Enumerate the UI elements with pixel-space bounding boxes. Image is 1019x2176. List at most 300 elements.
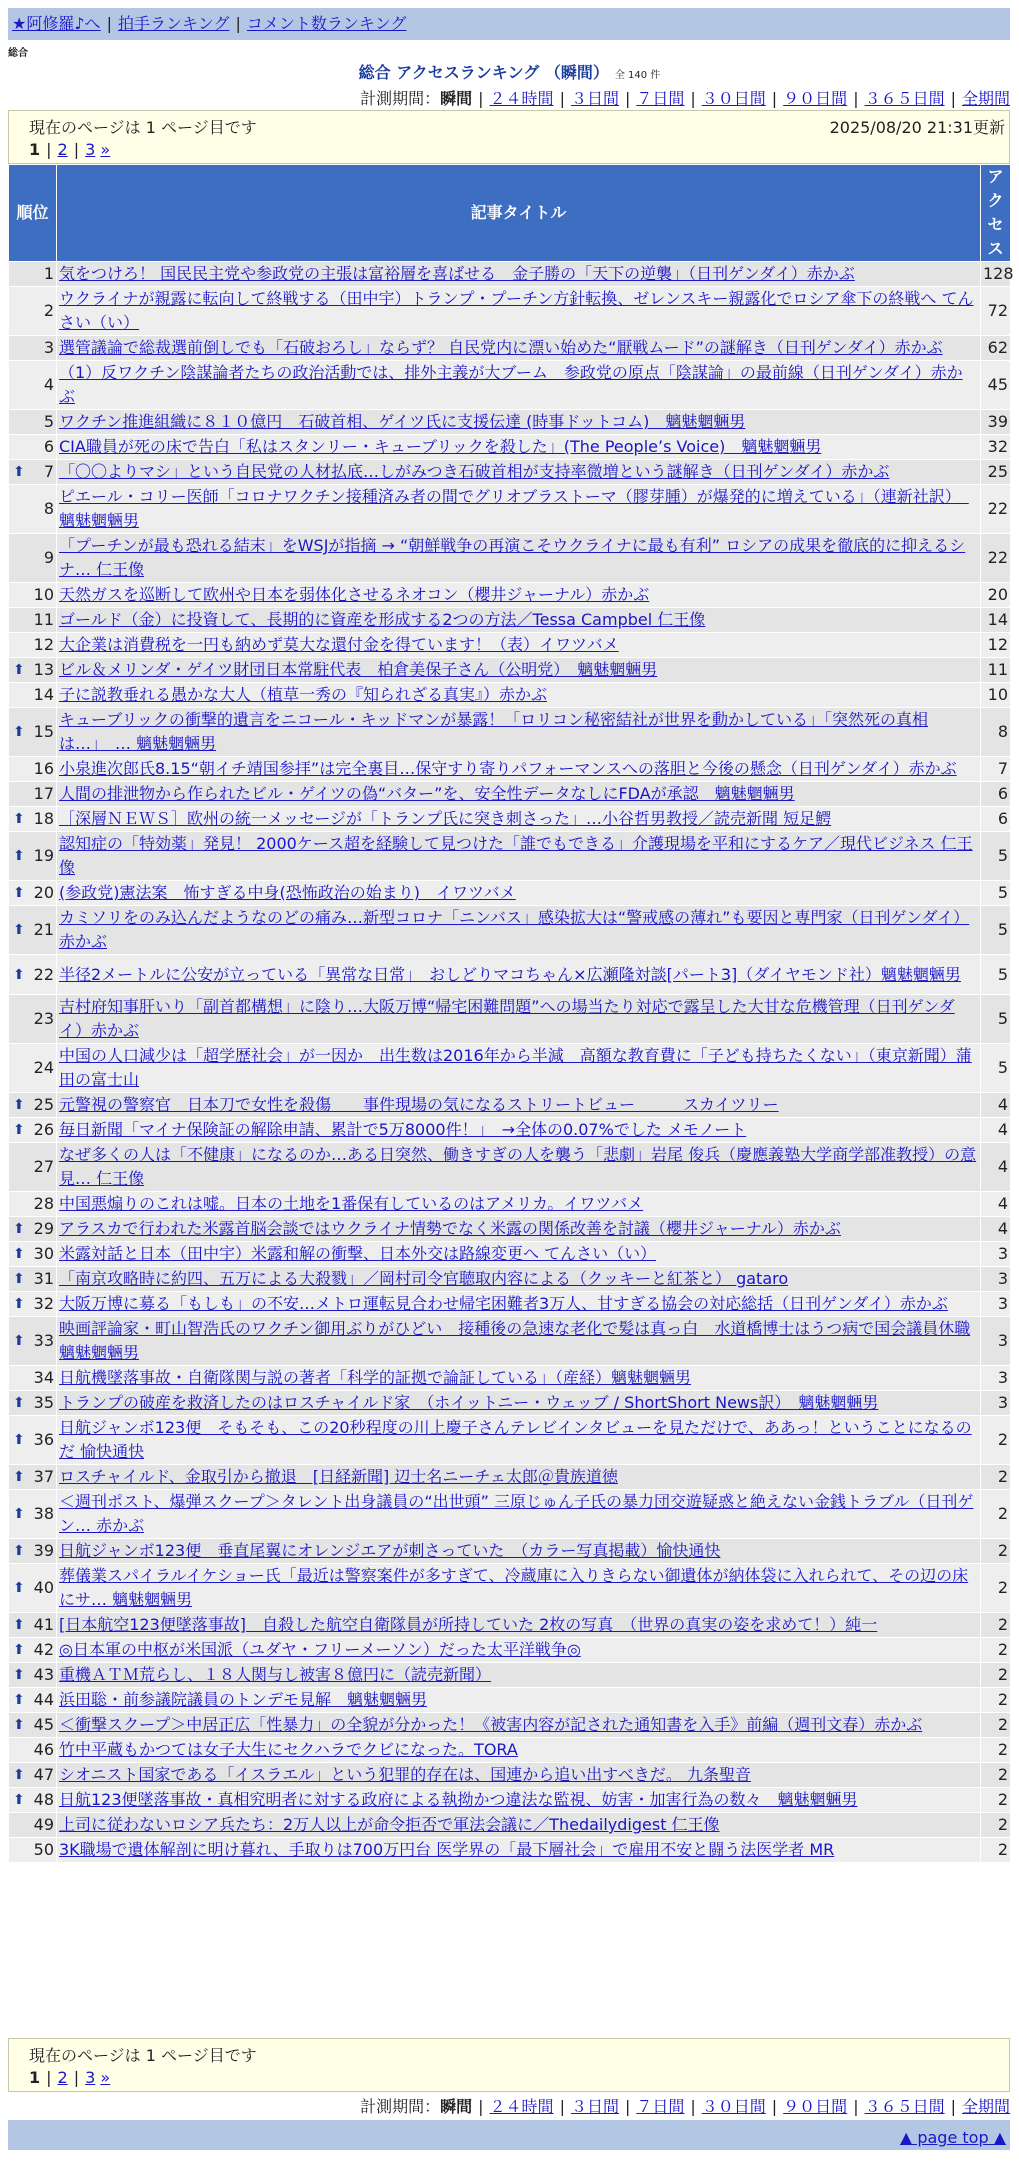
rank-number: 24 (33, 1058, 54, 1077)
title-cell (57, 881, 981, 906)
access-count: 3 (981, 1391, 1011, 1416)
table-row (9, 583, 1011, 608)
article-title-link[interactable]: 竹中平蔵もかつては女子大生にセクハラでクビになった。TORA (59, 1740, 518, 1759)
article-title-link[interactable]: 中国の人口減少は「超学歴社会」が一因か 出生数は2016年から半減 高額な教育費に「子ども持ちたくない」（東京新聞）蒲田の富士山 (59, 1046, 972, 1089)
table-row (9, 807, 1011, 832)
title-cell (57, 708, 981, 757)
table-row (9, 782, 1011, 807)
table-row (9, 410, 1011, 435)
title-cell (57, 1788, 981, 1813)
rank-cell (9, 1242, 57, 1267)
table-row (9, 1416, 1011, 1465)
table-row (9, 1366, 1011, 1391)
table-row (9, 633, 1011, 658)
rank-up-arrow-icon: ⬆ (13, 811, 25, 827)
pager (29, 2068, 110, 2087)
rank-up-arrow-icon: ⬆ (13, 1122, 25, 1138)
table-row (9, 832, 1011, 881)
rank-number: 44 (33, 1690, 54, 1709)
title-cell (57, 410, 981, 435)
table-row (9, 1490, 1011, 1539)
period-link[interactable]: ７日間 (636, 2097, 685, 2116)
article-title-link[interactable]: 毎日新聞「マイナ保険証の解除申請、累計で5万8000件！」 →全体の0.07%でした メモノート (59, 1120, 747, 1139)
article-title-link[interactable]: ピエール・コリー医師「コロナワクチン接種済み者の間でグリオブラストーマ（膠芽腫）が爆発的に増えている」（連新社訳） 魑魅魍魎男 (59, 487, 969, 530)
access-count: 2 (981, 1564, 1011, 1613)
access-count: 25 (981, 460, 1011, 485)
page-info-bottom (8, 2038, 1010, 2092)
rank-cell (9, 435, 57, 460)
article-title-link[interactable]: 半径2メートルに公安が立っている「異常な日常」 おしどりマコちゃん×広瀬隆対談[パート3]（ダイヤモンド社）魑魅魍魎男 (59, 964, 961, 984)
article-title-link[interactable]: アラスカで行われた米露首脳会談ではウクライナ情勢でなく米露の関係改善を討議（櫻井ジャーナル）赤かぶ (59, 1219, 841, 1238)
article-title-link[interactable]: 大阪万博に募る「もしも」の不安…メトロ運転見合わせ帰宅困難者3万人、甘すぎる協会の対応総括（日刊ゲンダイ）赤かぶ (59, 1294, 948, 1313)
rank-up-arrow-icon: ⬆ (13, 1221, 25, 1237)
table-row (9, 1838, 1011, 1863)
rank-up-arrow-icon: ⬆ (13, 966, 25, 983)
title-cell (57, 336, 981, 361)
article-title-link[interactable]: 「南京攻略時に約四、五万による大殺戮」／岡村司令官聴取内容による（クッキーと紅茶と） gataro (59, 1269, 789, 1288)
title-cell (57, 995, 981, 1044)
access-count: 4 (981, 1118, 1011, 1143)
rank-up-arrow-icon: ⬆ (13, 1543, 25, 1559)
access-count: 3 (981, 1317, 1011, 1366)
article-title-link[interactable]: 大企業は消費税を一円も納めず莫大な還付金を得ています！（表）イワツバメ (59, 635, 619, 654)
rank-number: 41 (33, 1615, 54, 1634)
access-count: 4 (981, 1192, 1011, 1217)
access-count: 2 (981, 1613, 1011, 1638)
table-row (9, 608, 1011, 633)
page-top-link[interactable]: ▲ page top ▲ (899, 2128, 1006, 2147)
title-cell (57, 534, 981, 583)
rank-number: 3 (43, 338, 54, 357)
pager-link[interactable]: 2 (57, 2068, 68, 2087)
ranking-table-body (9, 262, 1014, 1863)
article-title-link[interactable]: 重機ＡＴＭ荒らし、１８人関与し被害８億円に（読売新聞） (59, 1665, 492, 1684)
rank-cell (9, 1688, 57, 1713)
article-title-link[interactable]: 葬儀業スパイラルイケショー氏「最近は警察案件が多すぎて、冷蔵庫に入りきらない御遺体が納体袋に入れられて、その辺の床にサ… 魑魅魍魎男 (59, 1566, 969, 1609)
table-row (9, 336, 1011, 361)
page-title: 総合 アクセスランキング （瞬間） (358, 63, 609, 82)
rank-up-arrow-icon: ⬆ (13, 1792, 25, 1808)
article-title-link[interactable]: なぜ多くの人は「不健康」になるのか…ある日突然、働きすぎの人を襲う「悲劇」岩尾 俊兵（慶應義塾大学商学部准教授）の意見… 仁王像 (59, 1145, 977, 1188)
title-cell (57, 1242, 981, 1267)
home-link[interactable]: ★阿修羅♪へ (12, 14, 101, 33)
pager-next-link[interactable]: » (100, 140, 111, 159)
pager-link[interactable]: 3 (85, 2068, 96, 2087)
rank-cell (9, 1044, 57, 1093)
table-row (9, 757, 1011, 782)
title-cell (57, 361, 981, 410)
period-link[interactable]: ９０日間 (783, 89, 848, 108)
period-current: 瞬間 (440, 89, 473, 108)
rank-cell (9, 287, 57, 336)
table-row (9, 460, 1011, 485)
rank-up-arrow-icon: ⬆ (13, 1395, 25, 1411)
article-title-link[interactable]: ロスチャイルド、金取引から撤退 [日経新聞] 辺士名ニーチェ太郎＠貴族道徳 (59, 1467, 618, 1486)
title-cell (57, 435, 981, 460)
rank-number: 18 (33, 809, 54, 828)
ranking-table (8, 164, 1014, 1863)
rank-number: 30 (33, 1244, 54, 1263)
period-separator: | (950, 2097, 956, 2116)
title-cell (57, 832, 981, 881)
pager-current-page: 1 (29, 140, 41, 159)
period-link[interactable]: ３６５日間 (864, 89, 945, 108)
title-cell (57, 1713, 981, 1738)
article-title-link[interactable]: ウクライナが親露に転向して終戦する（田中宇）トランプ・プーチン方針転換、ゼレンスキー親露化でロシア傘下の終戦へ てんさい（い） (59, 289, 974, 332)
access-count: 6 (981, 782, 1011, 807)
table-row (9, 1663, 1011, 1688)
article-title-link[interactable]: 浜田聡・前参議院議員のトンデモ見解 魑魅魍魎男 (59, 1690, 428, 1709)
rank-up-arrow-icon: ⬆ (13, 662, 25, 678)
rank-cell (9, 361, 57, 410)
title-cell (57, 1267, 981, 1292)
rank-number: 9 (43, 548, 54, 567)
access-count: 2 (981, 1763, 1011, 1788)
rank-up-arrow-icon: ⬆ (13, 1469, 25, 1485)
article-title-link[interactable]: カミソリをのみ込んだようなのどの痛み…新型コロナ「ニンバス」感染拡大は“警戒感の薄れ”も要因と専門家（日刊ゲンダイ）赤かぶ (59, 908, 970, 951)
access-count: 2 (981, 1638, 1011, 1663)
title-cell (57, 1292, 981, 1317)
access-count: 2 (981, 1713, 1011, 1738)
access-count: 2 (981, 1416, 1011, 1465)
access-count: 7 (981, 757, 1011, 782)
access-count: 2 (981, 1688, 1011, 1713)
table-row (9, 955, 1011, 995)
rank-cell (9, 1788, 57, 1813)
title-cell (57, 658, 981, 683)
rank-number: 6 (43, 437, 54, 456)
table-row (9, 1763, 1011, 1788)
rank-number: 17 (33, 784, 54, 803)
period-link[interactable]: ７日間 (636, 89, 685, 108)
access-count: 5 (981, 1044, 1011, 1093)
rank-number: 23 (33, 1009, 54, 1028)
applause-ranking-link[interactable]: 拍手ランキング (117, 14, 230, 33)
table-row (9, 262, 1011, 287)
article-title-link[interactable]: 「〇〇よりマシ」という自民党の人材払底…しがみつき石破首相が支持率微増という謎解き（日刊ゲンダイ）赤かぶ (59, 462, 890, 481)
article-title-link[interactable]: 選管議論で総裁選前倒しでも「石破おろし」ならず？ 自民党内に漂い始めた“厭戦ムード”の謎解き（日刊ゲンダイ）赤かぶ (59, 338, 943, 357)
rank-number: 16 (33, 759, 54, 778)
period-separator: | (559, 2097, 565, 2116)
rank-up-arrow-icon: ⬆ (13, 1506, 25, 1522)
rank-up-arrow-icon: ⬆ (13, 1767, 25, 1783)
rank-up-arrow-icon: ⬆ (13, 1333, 25, 1349)
rank-cell (9, 1638, 57, 1663)
updated-timestamp: 2025/08/20 21:31更新 (829, 118, 1005, 137)
period-separator: | (559, 89, 565, 108)
rank-number: 13 (33, 660, 54, 679)
period-separator: | (771, 2097, 778, 2116)
title-cell (57, 782, 981, 807)
title-cell (57, 1317, 981, 1366)
rank-number: 4 (43, 375, 54, 394)
title-column-header: 記事タイトル (57, 165, 981, 262)
rank-cell (9, 1093, 57, 1118)
access-count: 8 (981, 708, 1011, 757)
nav-separator: | (235, 14, 241, 33)
rank-number: 36 (33, 1430, 54, 1449)
period-separator: | (478, 89, 484, 108)
rank-number: 14 (33, 685, 54, 704)
rank-number: 10 (33, 585, 54, 604)
table-row (9, 995, 1011, 1044)
rank-cell (9, 1366, 57, 1391)
title-cell (57, 485, 981, 534)
rank-number: 43 (33, 1665, 54, 1684)
rank-number: 29 (33, 1219, 54, 1238)
rank-number: 38 (33, 1504, 54, 1523)
rank-up-arrow-icon: ⬆ (13, 1271, 25, 1287)
rank-cell (9, 1465, 57, 1490)
article-title-link[interactable]: 米露対話と日本（田中宇）米露和解の衝撃、日本外交は路線変更へ てんさい（い） (59, 1244, 657, 1263)
pager-separator: | (73, 2068, 80, 2087)
table-row (9, 906, 1011, 955)
rank-cell (9, 608, 57, 633)
article-title-link[interactable]: 吉村府知事肝いり「副首都構想」に陰り…大阪万博“帰宅困難問題”への場当たり対応で露呈した大甘な危機管理（日刊ゲンダイ）赤かぶ (59, 997, 955, 1040)
table-row (9, 683, 1011, 708)
article-title-link[interactable]: 日航ジャンボ123便 そもそも、この20秒程度の川上慶子さんテレビインタビューを見ただけで、ああっ！ということになるのだ 愉快通快 (59, 1418, 972, 1461)
period-link[interactable]: 全期間 (961, 2097, 1010, 2116)
rank-cell (9, 807, 57, 832)
title-cell (57, 1613, 981, 1638)
access-count: 3 (981, 1366, 1011, 1391)
access-count: 2 (981, 1490, 1011, 1539)
title-cell (57, 608, 981, 633)
access-count: 4 (981, 1093, 1011, 1118)
rank-number: 19 (33, 846, 54, 865)
article-title-link[interactable]: 元警視の警察官 日本刀で女性を殺傷 事件現場の気になるストリートビュー スカイツリー (59, 1095, 779, 1114)
article-title-link[interactable]: シオニスト国家である「イスラエル」という犯罪的存在は、国連から追い出すべきだ。 九条聖音 (59, 1765, 751, 1784)
rank-number: 20 (33, 883, 54, 902)
page-title-line (0, 60, 1019, 83)
article-title-link[interactable]: ［深層ＮＥＷＳ］欧州の統一メッセージが「トランプ氏に突き刺さった」…小谷哲男教授／読売新聞 短足鰐 (59, 809, 832, 828)
rank-cell (9, 1143, 57, 1192)
rank-number: 47 (33, 1765, 54, 1784)
rank-up-arrow-icon: ⬆ (13, 1097, 25, 1113)
title-cell (57, 1044, 981, 1093)
table-row (9, 1813, 1011, 1838)
title-cell (57, 1663, 981, 1688)
rank-number: 25 (33, 1095, 54, 1114)
article-title-link[interactable]: (参政党)憲法案 怖すぎる中身(恐怖政治の始まり) イワツバメ (59, 883, 516, 902)
access-count: 2 (981, 1465, 1011, 1490)
title-cell (57, 287, 981, 336)
article-title-link[interactable]: 中国悪煽りのこれは嘘。日本の土地を1番保有しているのはアメリカ。イワツバメ (59, 1194, 644, 1213)
rank-cell (9, 1317, 57, 1366)
pager-link[interactable]: 2 (57, 140, 68, 159)
article-title-link[interactable]: CIA職員が死の床で告白「私はスタンリー・キューブリックを殺した」(The People’s Voice) 魑魅魍魎男 (59, 437, 822, 456)
title-cell (57, 1813, 981, 1838)
period-current: 瞬間 (440, 2097, 473, 2116)
title-cell (57, 262, 981, 287)
pager-separator: | (46, 140, 52, 159)
rank-cell (9, 460, 57, 485)
article-title-link[interactable]: 人間の排泄物から作られたビル・ゲイツの偽“バター”を、安全性データなしにFDAが承認 魑魅魍魎男 (59, 784, 795, 803)
table-row (9, 708, 1011, 757)
access-count: 3 (981, 1242, 1011, 1267)
rank-number: 33 (33, 1331, 54, 1350)
article-title-link[interactable]: トランプの破産を救済したのはロスチャイルド家 （ホイットニー・ウェッブ / ShortShort News訳） 魑魅魍魎男 (59, 1393, 879, 1412)
rank-number: 26 (33, 1120, 54, 1139)
title-cell (57, 1143, 981, 1192)
title-cell (57, 1688, 981, 1713)
pager-next-link[interactable]: » (100, 2068, 111, 2087)
table-row (9, 1192, 1011, 1217)
rank-number: 1 (43, 264, 54, 283)
table-row (9, 1613, 1011, 1638)
rank-number: 28 (33, 1194, 54, 1213)
rank-column-header: 順位 (9, 165, 57, 262)
access-count: 5 (981, 832, 1011, 881)
article-title-link[interactable]: 気をつけろ！ 国民民主党や参政党の主張は富裕層を喜ばせる 金子勝の「天下の逆襲」（日刊ゲンダイ）赤かぶ (59, 264, 855, 283)
rank-cell (9, 633, 57, 658)
article-title-link[interactable]: ＜衝撃スクープ＞中居正広「性暴力」の全貌が分かった！《被害内容が記された通知書を入手》前編（週刊文春）赤かぶ (59, 1715, 923, 1734)
rank-number: 49 (33, 1815, 54, 1834)
title-cell (57, 1638, 981, 1663)
access-column-header: アクセス (981, 165, 1011, 262)
article-title-link[interactable]: 日航123便墜落事故・真相究明者に対する政府による執拗かつ違法な監視、妨害・加害行為の数々 魑魅魍魎男 (59, 1790, 858, 1809)
article-title-link[interactable]: 「プーチンが最も恐れる結末」をWSJが指摘 → “朝鮮戦争の再演こそウクライナに最も有利” ロシアの成果を徹底的に抑えるシナ… 仁王像 (59, 536, 966, 579)
period-link[interactable]: 全期間 (961, 89, 1010, 108)
current-page-text: 現在のページは 1 ページ目です (29, 2046, 257, 2065)
rank-cell (9, 881, 57, 906)
article-title-link[interactable]: 小泉進次郎氏8.15“朝イチ靖国参拝”は完全裏目…保守すり寄りパフォーマンスへの落胆と今後の懸念（日刊ゲンダイ）赤かぶ (59, 759, 957, 778)
article-title-link[interactable]: キューブリックの衝撃的遺言をニコール・キッドマンが暴露！「ロリコン秘密結社が世界を動かしている」「突然死の真相は…」 … 魑魅魍魎男 (59, 710, 928, 753)
article-title-link[interactable]: [日本航空123便墜落事故] 自殺した航空自衛隊員が所持していた 2枚の写真 （世界の真実の姿を求めて！）純一 (59, 1615, 878, 1634)
period-label: 計測期間： (360, 89, 441, 108)
title-cell (57, 583, 981, 608)
period-link[interactable]: ３０日間 (701, 89, 766, 108)
title-cell (57, 1416, 981, 1465)
title-cell (57, 1118, 981, 1143)
access-count: 3 (981, 1267, 1011, 1292)
article-title-link[interactable]: 認知症の「特効薬」発見！ 2000ケース超を経験して見つけた「誰でもできる」介護現場を平和にするケア／現代ビジネス 仁王像 (59, 834, 973, 877)
title-cell (57, 807, 981, 832)
title-cell (57, 757, 981, 782)
table-header-row (9, 165, 1011, 262)
rank-cell (9, 1416, 57, 1465)
article-title-link[interactable]: 3K職場で遺体解剖に明け暮れ、手取りは700万円台 医学界の「最下層社会」で雇用不安と闘う法医学者 MR (59, 1840, 835, 1859)
rank-up-arrow-icon: ⬆ (13, 1580, 25, 1596)
access-count: 72 (981, 287, 1011, 336)
rank-up-arrow-icon: ⬆ (13, 848, 25, 864)
table-row (9, 658, 1011, 683)
access-count: 2 (981, 1813, 1011, 1838)
rank-cell (9, 336, 57, 361)
rank-number: 37 (33, 1467, 54, 1486)
access-count: 2 (981, 1838, 1011, 1863)
rank-number: 45 (33, 1715, 54, 1734)
article-title-link[interactable]: ビル＆メリンダ・ゲイツ財団日本常駐代表 柏倉美保子さん（公明党） 魑魅魍魎男 (59, 660, 658, 679)
table-row (9, 1688, 1011, 1713)
rank-number: 2 (43, 301, 54, 320)
article-title-link[interactable]: 映画評論家・町山智浩氏のワクチン御用ぶりがひどい 接種後の急速な老化で髪は真っ白 水道橋博士はうつ病で国会議員休職 魑魅魍魎男 (59, 1319, 971, 1362)
rank-cell (9, 995, 57, 1044)
access-count: 6 (981, 807, 1011, 832)
title-cell (57, 1838, 981, 1863)
rank-up-arrow-icon: ⬆ (13, 1432, 25, 1448)
bottom-bar (8, 2120, 1010, 2150)
article-title-link[interactable]: 日航機墜落事故・自衛隊関与説の著者「科学的証拠で論証している」（産経）魑魅魍魎男 (59, 1368, 692, 1387)
pager-link[interactable]: 3 (85, 140, 96, 159)
period-link[interactable]: ３日間 (570, 2097, 619, 2116)
comment-ranking-link[interactable]: コメント数ランキング (246, 14, 407, 33)
table-row (9, 1118, 1011, 1143)
pager-separator: | (46, 2068, 52, 2087)
article-title-link[interactable]: 上司に従わないロシア兵たち：2万人以上が命令拒否で軍法会議に／Thedailydigest 仁王像 (59, 1815, 720, 1834)
rank-cell (9, 1738, 57, 1763)
table-row (9, 1242, 1011, 1267)
table-row (9, 1143, 1011, 1192)
period-link[interactable]: ２４時間 (489, 2097, 554, 2116)
table-row (9, 1217, 1011, 1242)
article-title-link[interactable]: ゴールド（金）に投資して、長期的に資産を形成する2つの方法／Tessa Campbel 仁王像 (59, 610, 706, 629)
rank-cell (9, 658, 57, 683)
access-count: 2 (981, 1788, 1011, 1813)
article-title-link[interactable]: ワクチン推進組織に８１０億円 石破首相、ゲイツ氏に支援伝達 (時事ドットコム) 魑魅魍魎男 (59, 412, 746, 431)
rank-cell (9, 1838, 57, 1863)
rank-cell (9, 1292, 57, 1317)
rank-cell (9, 1118, 57, 1143)
article-title-link[interactable]: ◎日本軍の中枢が米国派（ユダヤ・フリーメーソン）だった太平洋戦争◎ (59, 1640, 581, 1659)
table-row (9, 1317, 1011, 1366)
article-title-link[interactable]: 子に説教垂れる愚かな大人（植草一秀の『知られざる真実』）赤かぶ (59, 685, 548, 704)
table-row (9, 1738, 1011, 1763)
article-title-link[interactable]: （1）反ワクチン陰謀論者たちの政治活動では、排外主義が大ブーム 参政党の原点「陰謀論」の最前線（日刊ゲンダイ）赤かぶ (59, 363, 963, 406)
period-link[interactable]: ２４時間 (489, 89, 554, 108)
table-row (9, 1465, 1011, 1490)
rank-up-arrow-icon: ⬆ (13, 724, 25, 740)
rank-cell (9, 1539, 57, 1564)
period-link[interactable]: ３日間 (570, 89, 619, 108)
rank-cell (9, 410, 57, 435)
access-count: 5 (981, 906, 1011, 955)
rank-cell (9, 1763, 57, 1788)
article-title-link[interactable]: ＜週刊ポスト、爆弾スクープ＞タレント出身議員の“出世頭” 三原じゅん子氏の暴力団交遊疑惑と絶えない金銭トラブル（日刊ゲン… 赤かぶ (59, 1492, 974, 1535)
table-row (9, 1638, 1011, 1663)
page-info-top (8, 110, 1010, 164)
pager (29, 140, 110, 159)
access-count: 22 (981, 534, 1011, 583)
rank-cell (9, 1267, 57, 1292)
rank-number: 7 (43, 462, 54, 481)
rank-up-arrow-icon: ⬆ (13, 1717, 25, 1733)
rank-up-arrow-icon: ⬆ (13, 1296, 25, 1312)
rank-number: 48 (33, 1790, 54, 1809)
pager-current-page: 1 (29, 2068, 41, 2087)
article-title-link[interactable]: 日航ジャンボ123便 垂直尾翼にオレンジエアが刺さっていた （カラー写真掲載）愉快通快 (59, 1541, 721, 1560)
rank-cell (9, 1713, 57, 1738)
title-cell (57, 1093, 981, 1118)
rank-cell (9, 534, 57, 583)
access-count: 14 (981, 608, 1011, 633)
rank-cell (9, 1813, 57, 1838)
table-row (9, 1788, 1011, 1813)
title-cell (57, 1217, 981, 1242)
table-row (9, 361, 1011, 410)
period-link[interactable]: ３６５日間 (864, 2097, 945, 2116)
rank-cell (9, 1613, 57, 1638)
access-count: 5 (981, 881, 1011, 906)
rank-cell (9, 1564, 57, 1613)
title-cell (57, 955, 981, 995)
period-link[interactable]: ３０日間 (701, 2097, 766, 2116)
article-title-link[interactable]: 天然ガスを巡断して欧州や日本を弱体化させるネオコン（櫻井ジャーナル）赤かぶ (59, 585, 650, 604)
access-count: 4 (981, 1143, 1011, 1192)
table-row (9, 1564, 1011, 1613)
table-row (9, 1267, 1011, 1292)
period-link[interactable]: ９０日間 (783, 2097, 848, 2116)
